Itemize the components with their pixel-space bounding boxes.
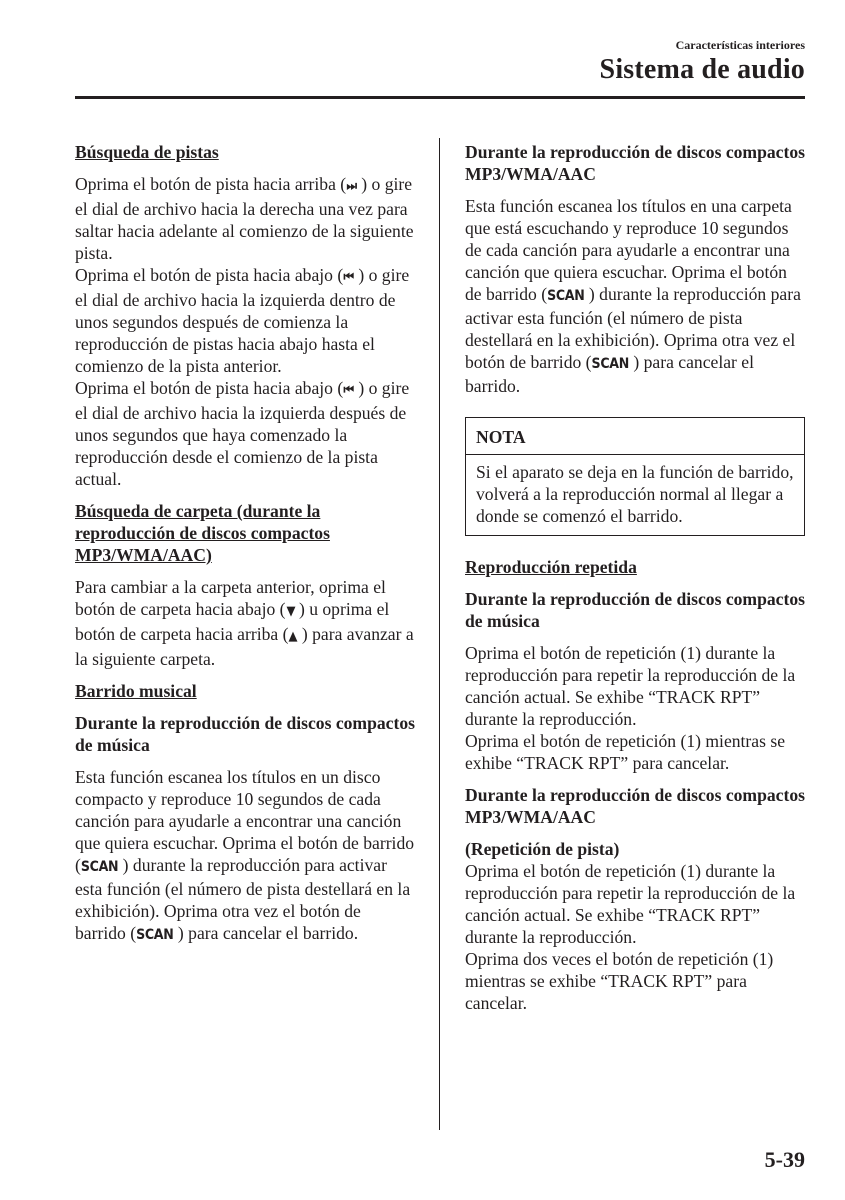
folder-search-heading: Búsqueda de carpeta (durante la reproducción de discos compactos MP3/WMA/AAC) — [75, 501, 330, 565]
repeat-music-cd-paragraph-1: Oprima el botón de repetición (1) durante la reproducción para repetir la reproducción de la canción actual. Se exhibe “TRACK RPT” durante la reproducción. — [465, 643, 796, 729]
track-up-icon: ⏭ — [346, 179, 357, 194]
scan-music-cd-paragraph: Esta función escanea los títulos en un disco compacto y reproduce 10 segundos de cada canción para ayudarle a encontrar una canción que quiera escuchar. Oprima el botón de barrido (SCAN ) durante la reproducción para activar esta función (el número de pista destellará en la exhibición). Oprima otra vez el botón de barrido (SCAN ) para cancelar el barrido. — [75, 767, 415, 943]
track-down-icon: ⏮ — [343, 270, 354, 285]
repeat-mp3-paragraph-2: Oprima dos veces el botón de repetición (1) mientras se exhibe “TRACK RPT” para cancelar. — [465, 949, 774, 1013]
scan-button-label: SCAN — [547, 288, 585, 304]
track-search-paragraph-1: Oprima el botón de pista hacia arriba (⏭ ) o gire el dial de archivo hacia la derecha una vez para saltar hacia adelante al comienzo de la siguiente pista. — [75, 174, 414, 263]
folder-down-icon: ▼ — [285, 604, 295, 619]
note-text: Si el aparato se deja en la función de barrido, volverá a la reproducción normal al llegar a donde se comenzó el barrido. — [476, 462, 794, 526]
folder-up-icon: ▲ — [288, 629, 298, 644]
track-repeat-subheading: (Repetición de pista) — [465, 839, 620, 859]
scan-music-cd-subheading: Durante la reproducción de discos compactos de música — [75, 713, 415, 755]
right-column — [465, 141, 805, 1014]
track-search-heading: Búsqueda de pistas — [75, 142, 219, 162]
scan-mp3-subheading: Durante la reproducción de discos compactos MP3/WMA/AAC — [465, 142, 805, 184]
repeat-mp3-subheading: Durante la reproducción de discos compactos MP3/WMA/AAC — [465, 785, 805, 827]
repeat-music-cd-paragraph-2: Oprima el botón de repetición (1) mientras se exhibe “TRACK RPT” para cancelar. — [465, 731, 786, 773]
note-label: NOTA — [466, 418, 804, 455]
repeat-music-cd-subheading: Durante la reproducción de discos compactos de música — [465, 589, 805, 631]
track-search-paragraph-3: Oprima el botón de pista hacia abajo (⏮ ) o gire el dial de archivo hacia la izquierda después de unos segundos que haya comenzado la reproducción desde el comienzo de la pista actual. — [75, 378, 410, 489]
column-divider — [439, 138, 440, 1130]
scan-button-label: SCAN — [136, 927, 174, 943]
scan-button-label: SCAN — [591, 356, 629, 372]
header-rule — [75, 96, 805, 99]
folder-search-paragraph: Para cambiar a la carpeta anterior, oprima el botón de carpeta hacia abajo (▼ ) u oprima el botón de carpeta hacia arriba (▲ ) para avanzar a la siguiente carpeta. — [75, 577, 414, 669]
header-section-label: Características interiores — [675, 38, 805, 52]
page-number: 5-39 — [764, 1147, 805, 1172]
page-title: Sistema de audio — [599, 54, 805, 85]
scan-heading: Barrido musical — [75, 681, 197, 701]
left-column — [75, 141, 415, 946]
scan-button-label: SCAN — [80, 859, 119, 875]
scan-mp3-paragraph: Esta función escanea los títulos en una carpeta que está escuchando y reproduce 10 segundos de cada canción para ayudarle a encontrar una canción que quiera escuchar. Oprima el botón de barrido (SCAN ) durante la reproducción para activar esta función (el número de pista destellará en la exhibición). Oprima otra vez el botón de barrido (SCAN ) para cancelar el barrido. — [465, 196, 801, 396]
track-search-paragraph-2: Oprima el botón de pista hacia abajo (⏮ ) o gire el dial de archivo hacia la izquierda dentro de unos segundos después de comienza la reproducción de pistas hacia abajo hasta el comienzo de la pista anterior. — [75, 265, 410, 376]
repeat-mp3-paragraph-1: Oprima el botón de repetición (1) durante la reproducción para repetir la reproducción de la canción actual. Se exhibe “TRACK RPT” durante la reproducción. — [465, 861, 796, 947]
note-box — [465, 417, 805, 536]
repeat-heading: Reproducción repetida — [465, 557, 637, 577]
track-down-icon: ⏮ — [343, 383, 354, 398]
